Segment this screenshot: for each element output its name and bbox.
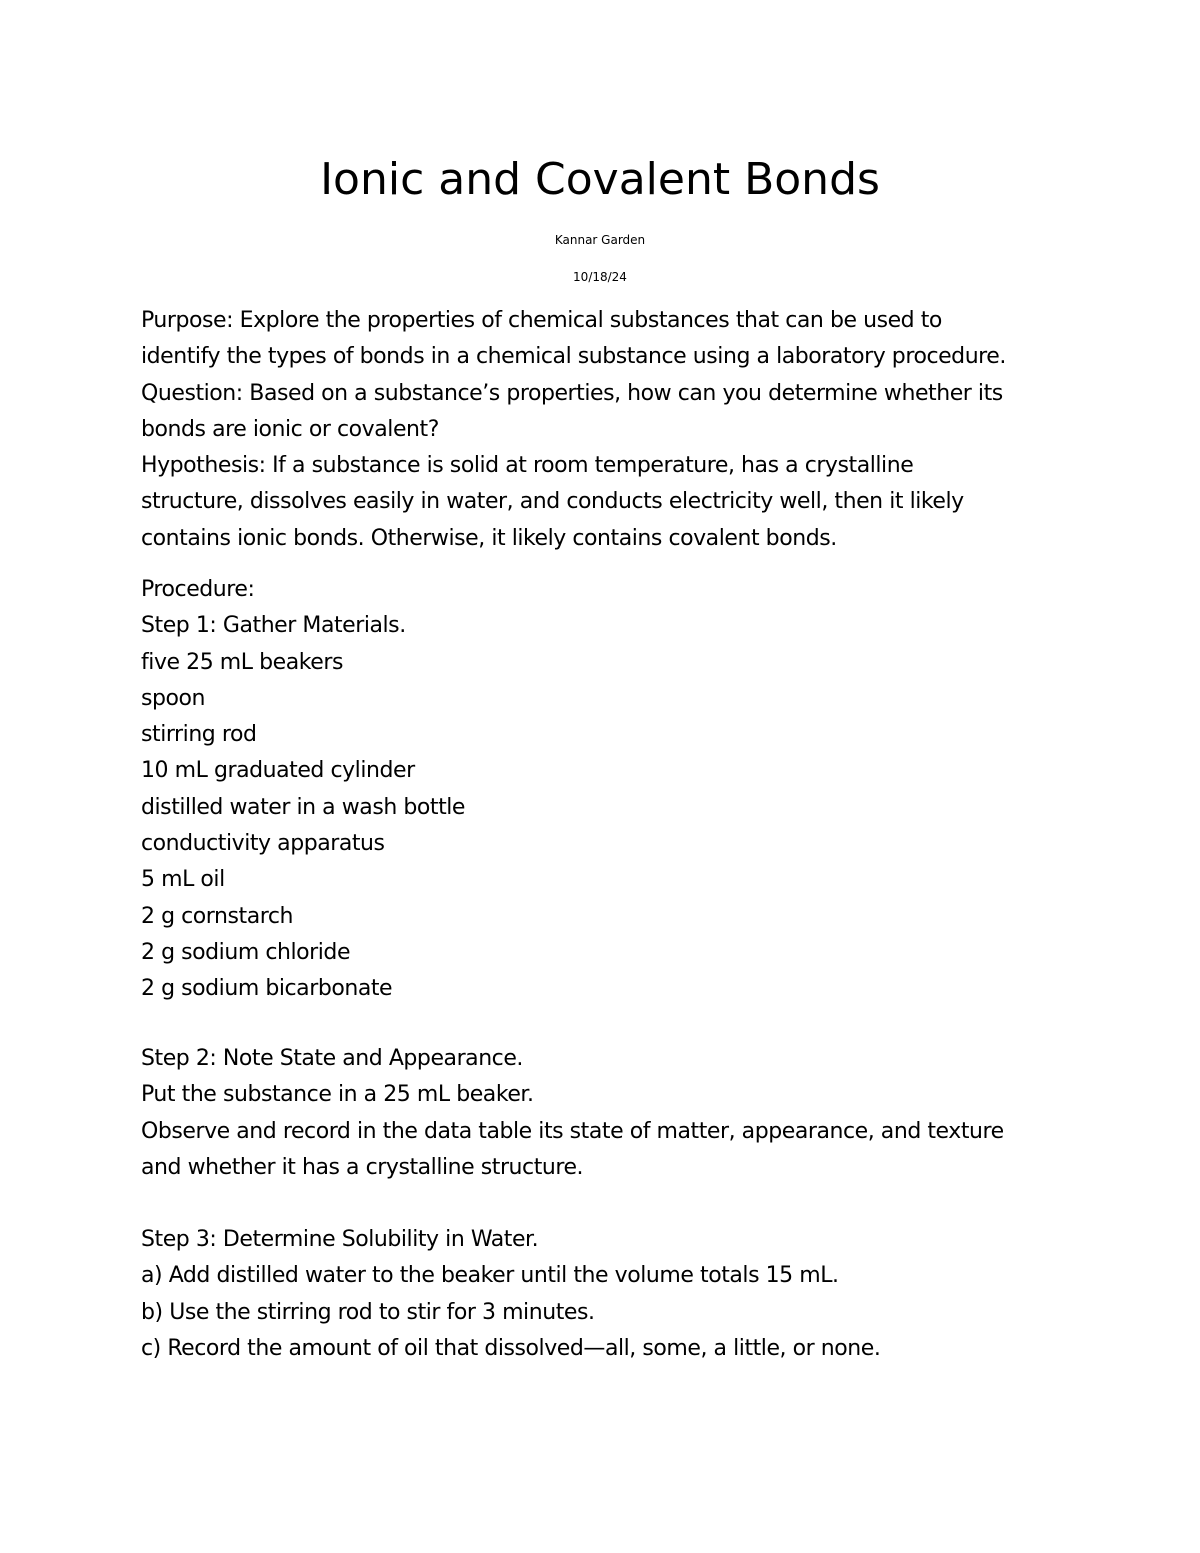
- step-2-heading: Step 2: Note State and Appearance.: [141, 1046, 523, 1071]
- material-item: 2 g sodium chloride: [141, 939, 351, 965]
- hypothesis-line: structure, dissolves easily in water, and conducts electricity well, then it likely: [141, 489, 964, 515]
- hypothesis-line: contains ionic bonds. Otherwise, it likely contains covalent bonds.: [141, 525, 837, 551]
- hypothesis-line: Hypothesis: If a substance is solid at room temperature, has a crystalline: [141, 453, 914, 479]
- material-item: distilled water in a wash bottle: [141, 794, 465, 820]
- procedure-section: [141, 572, 1071, 1008]
- purpose-line: Purpose: Explore the properties of chemical substances that can be used to: [141, 308, 942, 333]
- material-item: 2 g cornstarch: [141, 903, 293, 929]
- material-item: spoon: [141, 685, 206, 711]
- material-item: stirring rod: [141, 722, 257, 748]
- step-2-line: Put the substance in a 25 mL beaker.: [141, 1082, 534, 1108]
- material-item: 10 mL graduated cylinder: [141, 758, 415, 784]
- material-item: 2 g sodium bicarbonate: [141, 976, 393, 1002]
- step-3-heading: Step 3: Determine Solubility in Water.: [141, 1227, 539, 1252]
- material-item: five 25 mL beakers: [141, 649, 343, 675]
- question-line: bonds are ionic or covalent?: [141, 416, 439, 442]
- author-name: Kannar Garden: [554, 233, 646, 247]
- material-item: conductivity apparatus: [141, 831, 385, 857]
- step-3-section: [141, 1222, 1071, 1367]
- purpose-line: identify the types of bonds in a chemical substance using a laboratory procedure.: [141, 344, 1006, 370]
- intro-section: [141, 303, 1071, 557]
- step-2-line: and whether it has a crystalline structure.: [141, 1154, 584, 1180]
- step-3-substep-b: b) Use the stirring rod to stir for 3 minutes.: [141, 1299, 595, 1325]
- step-2-section: [141, 1041, 1071, 1186]
- step-1-heading: Step 1: Gather Materials.: [141, 613, 406, 639]
- step-2-line: Observe and record in the data table its state of matter, appearance, and texture: [141, 1118, 1004, 1144]
- procedure-heading: Procedure:: [141, 577, 255, 602]
- material-item: 5 mL oil: [141, 867, 225, 893]
- document-date: 10/18/24: [573, 270, 627, 284]
- document-title: Ionic and Covalent Bonds: [320, 154, 880, 205]
- question-line: Question: Based on a substance’s properties, how can you determine whether its: [141, 380, 1003, 406]
- step-3-substep-a: a) Add distilled water to the beaker until the volume totals 15 mL.: [141, 1263, 839, 1289]
- step-3-substep-c: c) Record the amount of oil that dissolved—all, some, a little, or none.: [141, 1335, 881, 1361]
